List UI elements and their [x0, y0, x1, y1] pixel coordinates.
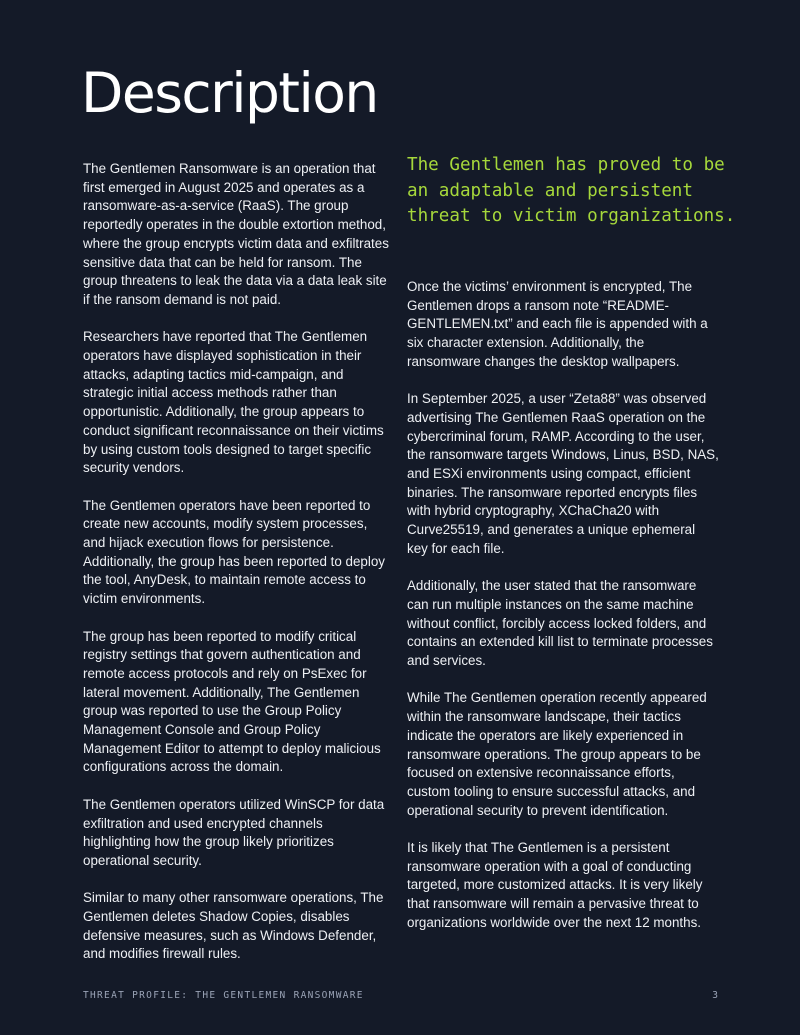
right-column	[407, 278, 719, 951]
paragraph: It is likely that The Gentlemen is a persistent ransomware operation with a goal of conducting targeted, more customized attacks. It is very likely that ransomware will remain a pervasive threat to organizations worldwide over the next 12 months.	[407, 840, 703, 930]
paragraph: While The Gentlemen operation recently appeared within the ransomware landscape, their tactics indicate the operators are likely experienced in ransomware operations. The group appears to be focused on extensive reconnaissance efforts, custom tooling to ensure successful attacks, and operational security to prevent identification.	[407, 690, 707, 818]
page-number: 3	[712, 990, 718, 1001]
pull-quote: The Gentlemen has proved to be an adaptable and persistent threat to victim organizations.	[407, 155, 736, 227]
paragraph: The Gentlemen operators have been reported to create new accounts, modify system processes, and hijack execution flows for persistence. Additionally, the group has been reported to deploy the tool, AnyDesk, to maintain remote access to victim environments.	[83, 497, 385, 607]
left-column	[83, 160, 389, 983]
paragraph: Additionally, the user stated that the ransomware can run multiple instances on the same machine without conflict, forcibly access locked folders, and contains an extended kill list to terminate processes and services.	[407, 578, 713, 669]
footer-label: THREAT PROFILE: THE GENTLEMEN RANSOMWARE	[83, 990, 364, 1001]
paragraph: The group has been reported to modify critical registry settings that govern authentication and remote access protocols and rely on PsExec for lateral movement. Additionally, The Gentlemen group was reported to use the Group Policy Management Console and Group Policy Management Editor to attempt to deploy malicious configurations across the domain.	[83, 628, 381, 775]
paragraph: The Gentlemen operators utilized WinSCP for data exfiltration and used encrypted channels highlighting how the group likely prioritizes operational security.	[83, 796, 385, 868]
page-title: Description	[81, 61, 378, 125]
paragraph: The Gentlemen Ransomware is an operation that first emerged in August 2025 and operates as a ransomware-as-a-service (RaaS). The group reportedly operates in the double extortion method, where the group encrypts victim data and exfiltrates sensitive data that can be held for ransom. The group threatens to leak the data via a data leak site if the ransom demand is not paid.	[83, 161, 389, 307]
paragraph: Similar to many other ransomware operations, The Gentlemen deletes Shadow Copies, disables defensive measures, such as Windows Defender, and modifies firewall rules.	[83, 890, 384, 962]
paragraph: In September 2025, a user “Zeta88” was observed advertising The Gentlemen RaaS operation on the cybercriminal forum, RAMP. According to the user, the ransomware targets Windows, Linus, BSD, NAS, and ESXi environments using compact, efficient binaries. The ransomware reported encrypts files with hybrid cryptography, XChaCha20 with Curve25519, and generates a unique ephemeral key for each file.	[407, 391, 719, 556]
paragraph: Researchers have reported that The Gentlemen operators have displayed sophistication in their attacks, adapting tactics mid-campaign, and strategic initial access methods rather than opportunistic. Additionally, the group appears to conduct significant reconnaissance on their victims by using custom tools designed to target specific security vendors.	[83, 329, 384, 476]
paragraph: Once the victims’ environment is encrypted, The Gentlemen drops a ransom note “README-GENTLEMEN.txt” and each file is appended with a six character extension. Additionally, the ransomware changes the desktop wallpapers.	[407, 279, 708, 369]
